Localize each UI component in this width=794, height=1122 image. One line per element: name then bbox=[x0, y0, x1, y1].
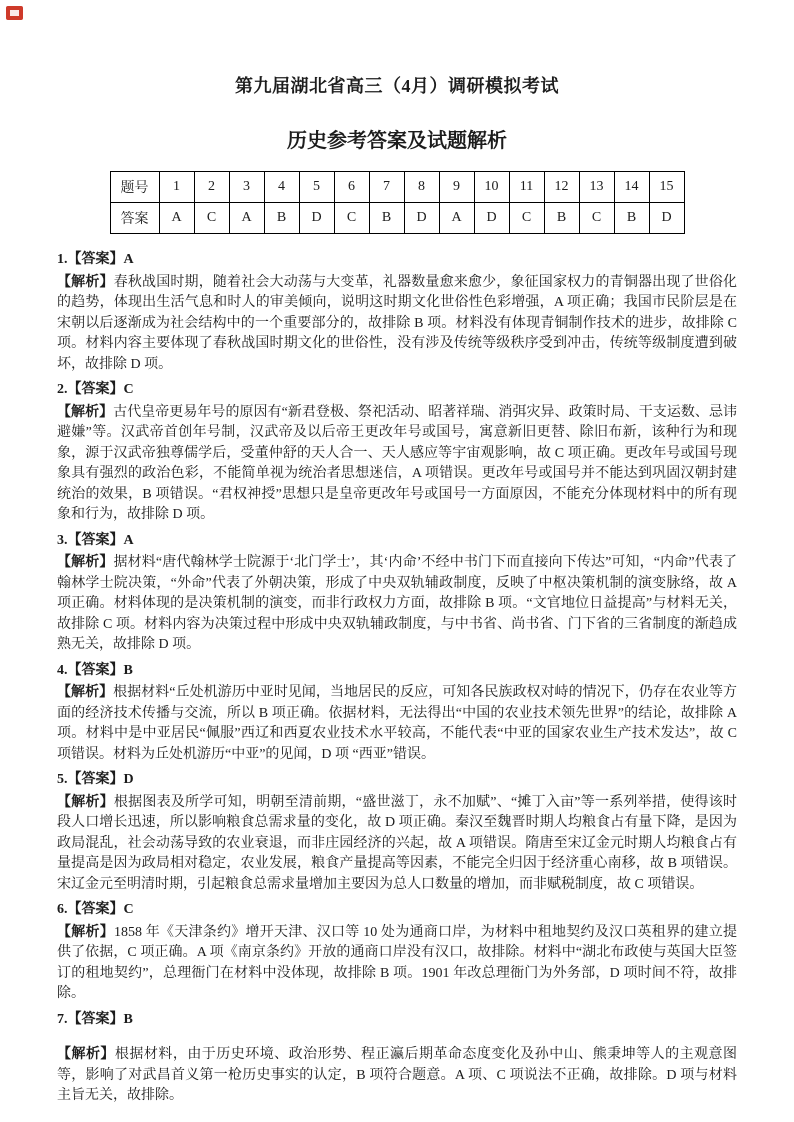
question-number-cell: 1 bbox=[159, 172, 194, 203]
analysis-paragraph bbox=[57, 683, 737, 765]
analysis-label: 【解析】 bbox=[57, 794, 114, 810]
question-number-cell: 4 bbox=[264, 172, 299, 203]
answer-line: 5.【答案】D bbox=[57, 772, 134, 787]
doc-title: 第九届湖北省高三（4月）调研模拟考试 bbox=[235, 76, 559, 96]
answer-cell: B bbox=[264, 203, 299, 234]
answer-line: 2.【答案】C bbox=[57, 382, 134, 397]
qa-item-2 bbox=[57, 380, 737, 526]
question-number-cell: 11 bbox=[509, 172, 544, 203]
analysis-label: 【解析】 bbox=[57, 924, 114, 940]
app-logo-icon bbox=[6, 6, 23, 20]
question-number-cell: 2 bbox=[194, 172, 229, 203]
answer-table bbox=[110, 171, 685, 234]
analysis-paragraph bbox=[57, 403, 737, 526]
answer-line: 1.【答案】A bbox=[57, 252, 134, 267]
analysis-paragraph bbox=[57, 553, 737, 656]
analysis-label: 【解析】 bbox=[57, 685, 114, 700]
question-number-cell: 8 bbox=[404, 172, 439, 203]
answer-line: 7.【答案】B bbox=[57, 1011, 133, 1027]
analysis-label: 【解析】 bbox=[57, 555, 114, 570]
question-number-row bbox=[110, 172, 684, 203]
analysis-text: 1858 年《天津条约》增开天津、汉口等 10 处为通商口岸，为材料中租地契约及汉口英租界的建立提供了依据，C 项正确。A 项《南京条约》开放的通商口岸没有汉口，故排除。材料中“湖北布政使与英国大臣签订的租地契约”，总理衙门在材料中没体现，故排除 B 项。1901 年改总理衙门为外务部，D 项时间不符，故排除。 bbox=[57, 924, 737, 1001]
analysis-text: 古代皇帝更易年号的原因有“新君登极、祭祀活动、昭著祥瑞、消弭灾异、政策时局、干支运数、忌讳避嫌”等。汉武帝首创年号制，汉武帝及以后帝王更改年号或国号，寓意新旧更替、除旧布新，该种行为和现象，源于汉武帝独尊儒学后，受董仲舒的天人合一、天人感应等宇宙观影响，故 C 项正确。更改年号或国号现象具有强烈的政治色彩，不能简单视为统治者思想迷信，A 项错误。更改年号或国号并不能达到巩固汉朝封建统治的效果，B 项错误。“君权神授”思想只是皇帝更改年号或国号一方面原因，不能充分体现材料中的所有现象和行为，故排除 D 项。 bbox=[57, 404, 738, 522]
qa-item-6 bbox=[57, 900, 737, 1005]
qa-item-4 bbox=[57, 661, 737, 766]
answer-cell: C bbox=[334, 203, 369, 234]
answer-cell: D bbox=[649, 203, 684, 234]
answer-cell: A bbox=[439, 203, 474, 234]
analysis-text: 根据材料，由于历史环境、政治形势、程正瀛后期革命态度变化及孙中山、熊秉坤等人的主观意图等，影响了对武昌首义第一枪历史事实的认定，B 项符合题意。A 项、C 项说法不正确，故排除。D 项与材料主旨无关，故排除。 bbox=[57, 1047, 738, 1103]
qa-item-1 bbox=[57, 250, 737, 375]
answer-cell: D bbox=[474, 203, 509, 234]
qa-item-5 bbox=[57, 770, 737, 895]
answer-cell: B bbox=[369, 203, 404, 234]
question-number-cell: 15 bbox=[649, 172, 684, 203]
question-number-cell: 6 bbox=[334, 172, 369, 203]
answer-row-label: 答案 bbox=[110, 203, 159, 234]
question-number-row-label: 题号 bbox=[110, 172, 159, 203]
analysis-label: 【解析】 bbox=[57, 274, 114, 290]
qa-items bbox=[57, 250, 737, 1107]
answer-cell: D bbox=[404, 203, 439, 234]
question-number-cell: 10 bbox=[474, 172, 509, 203]
question-number-cell: 3 bbox=[229, 172, 264, 203]
answer-line: 6.【答案】C bbox=[57, 902, 134, 917]
analysis-text: 据材料“唐代翰林学士院源于‘北门学士’，其‘内命’不经中书门下而直接向下传达”可知，“内命”代表了翰林学士院决策，“外命”代表了外朝决策，形成了中央双轨辅政制度，反映了中枢决策机制的演变脉络，故 A 项正确。材料体现的是决策机制的演变，而非行政权力方面，故排除 B 项。“文官地位日益提高”与材料无关，故排除 C 项。材料内容为决策过程中形成中央双轨辅政制度，与中书省、尚书省、门下省的三省制度的渐趋成熟无关，故排除 D 项。 bbox=[57, 555, 737, 652]
question-number-cell: 13 bbox=[579, 172, 614, 203]
analysis-text: 根据材料“丘处机游历中亚时见闻，当地居民的反应，可知各民族政权对峙的情况下，仍存在农业等方面的经济技术传播与交流，所以 B 项正确。依据材料，无法得出“中国的农业技术领先世界”的结论，故排除 A 项。材料中是中亚居民“佩服”西辽和西夏农业技术水平较高，不能代表“中亚的国家农业生产技术发达”，故 C 项错误。材料为丘处机游历“中亚”的见闻，D 项 “西亚”错误。 bbox=[57, 685, 738, 762]
answer-cell: D bbox=[299, 203, 334, 234]
answer-row bbox=[110, 203, 684, 234]
answer-cell: A bbox=[229, 203, 264, 234]
answer-cell: B bbox=[614, 203, 649, 234]
question-number-cell: 9 bbox=[439, 172, 474, 203]
analysis-paragraph bbox=[57, 923, 737, 1005]
answer-cell: C bbox=[509, 203, 544, 234]
analysis-label: 【解析】 bbox=[57, 404, 114, 420]
analysis-text: 春秋战国时期，随着社会大动荡与大变革，礼器数量愈来愈少，象征国家权力的青铜器出现了世俗化的趋势，体现出生活气息和时人的审美倾向，说明这时期文化世俗性色彩增强，A 项正确；我国市民阶层是在宋朝以后逐渐成为社会结构中的一个重要部分的，故排除 B 项。材料没有体现青铜制作技术的进步，故排除 C 项。材料内容主要体现了春秋战国时期文化的世俗性，没有涉及传统等级秩序受到冲击，传统等级制度遭到破坏，故排除 D 项。 bbox=[57, 274, 738, 372]
answer-cell: A bbox=[159, 203, 194, 234]
question-number-cell: 14 bbox=[614, 172, 649, 203]
answer-cell: C bbox=[579, 203, 614, 234]
analysis-paragraph bbox=[57, 1045, 737, 1107]
answer-cell: C bbox=[194, 203, 229, 234]
analysis-text: 根据图表及所学可知，明朝至清前期，“盛世滋丁，永不加赋”、“摊丁入亩”等一系列举措，使得该时段人口增长迅速，所以影响粮食总需求量的变化，故 D 项正确。秦汉至魏晋时期人均粮食占有量下降，是因为政局混乱，社会动荡导致的农业衰退，而非庄园经济的兴起，故 A 项错误。隋唐至宋辽金元时期人均粮食占有量提高是因为政局相对稳定，农业发展，粮食产量提高等因素，不能完全归因于经济重心南移，故 B 项错误。宋辽金元至明清时期，引起粮食总需求量增加主要因为总人口数量的增加，而非赋税制度，故 C 项错误。 bbox=[57, 794, 738, 892]
analysis-paragraph bbox=[57, 793, 737, 896]
answer-line: 4.【答案】B bbox=[57, 662, 133, 678]
answer-line: 3.【答案】A bbox=[57, 532, 134, 548]
question-number-cell: 7 bbox=[369, 172, 404, 203]
question-number-cell: 5 bbox=[299, 172, 334, 203]
question-number-cell: 12 bbox=[544, 172, 579, 203]
qa-item-3 bbox=[57, 531, 737, 656]
analysis-label: 【解析】 bbox=[57, 1047, 115, 1062]
doc-subtitle: 历史参考答案及试题解析 bbox=[287, 130, 507, 152]
analysis-paragraph bbox=[57, 273, 737, 376]
qa-item-7 bbox=[57, 1010, 737, 1107]
answer-cell: B bbox=[544, 203, 579, 234]
